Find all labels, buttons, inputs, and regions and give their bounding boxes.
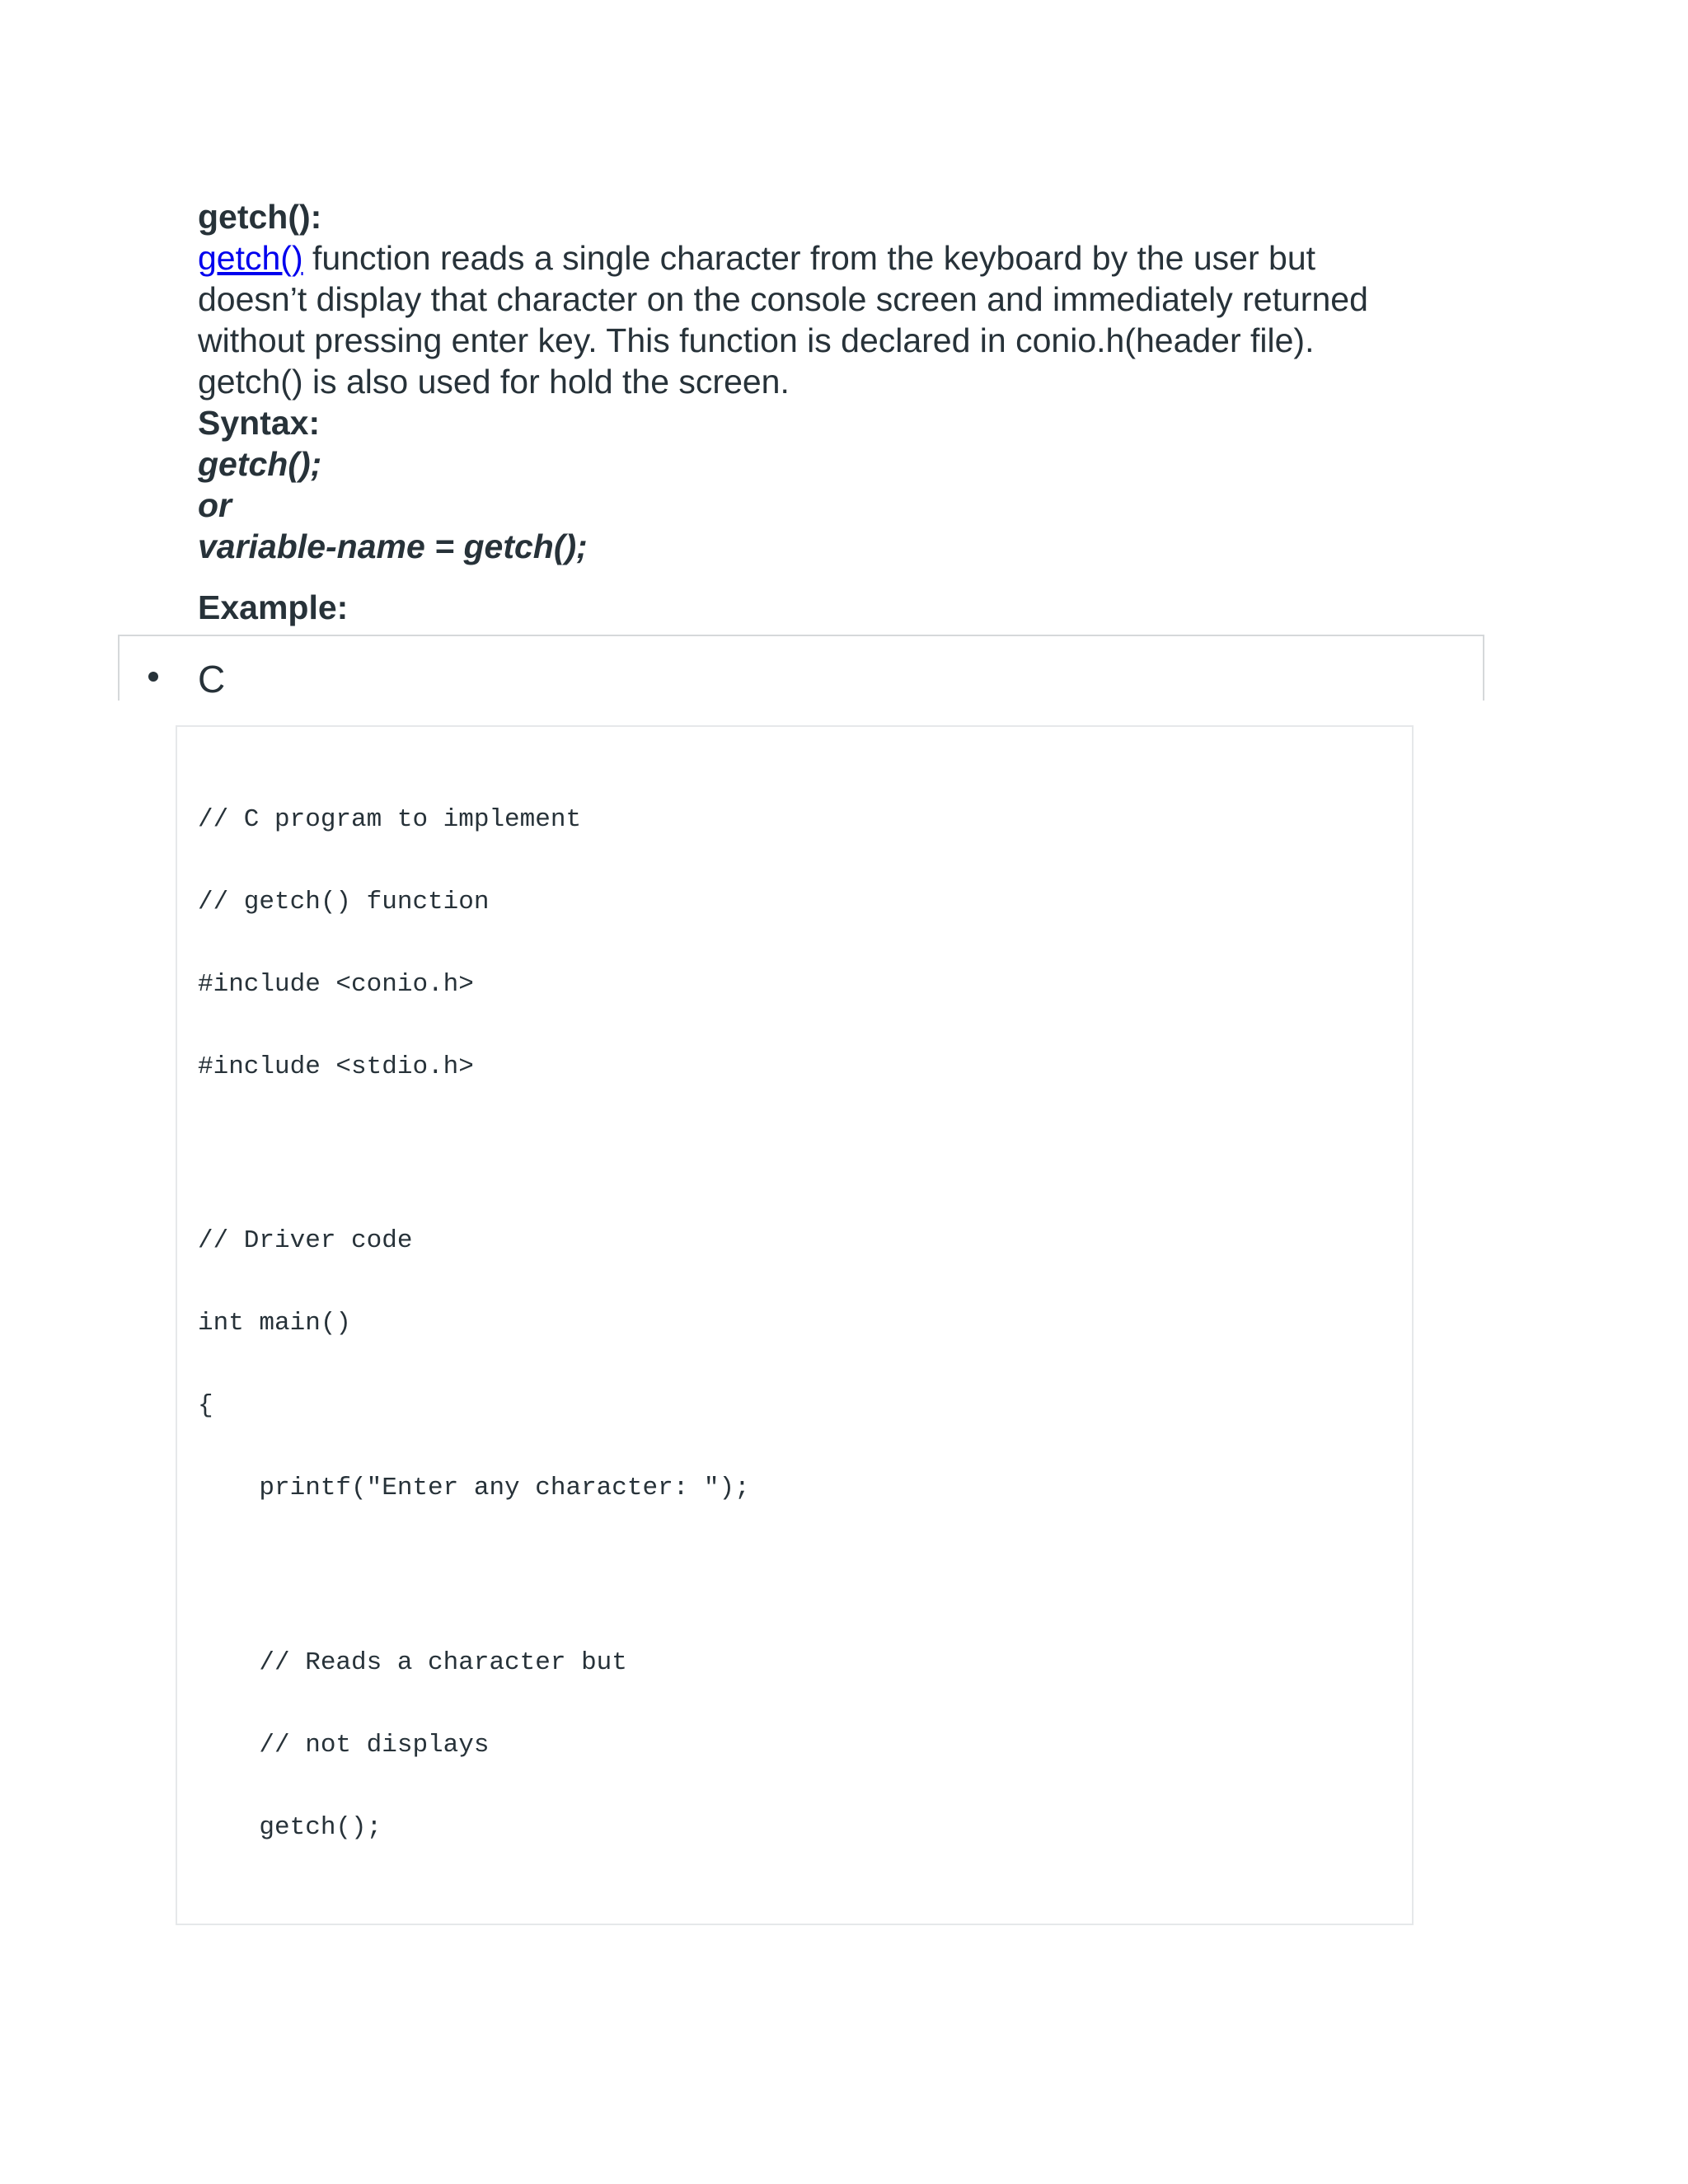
example-title: Example:	[198, 588, 349, 626]
syntax-line-1: getch();	[198, 445, 322, 483]
code-line: {	[198, 1391, 213, 1420]
code-line: // not displays	[198, 1731, 490, 1760]
code-line: // getch() function	[198, 888, 490, 916]
code-line: #include <conio.h>	[198, 970, 474, 999]
article-content	[198, 196, 1484, 567]
code-tab-bar	[118, 635, 1484, 701]
code-line: printf("Enter any character: ");	[198, 1474, 750, 1502]
code-line: // C program to implement	[198, 805, 582, 834]
paragraph-line-2: doesn’t display that character on the console screen and immediately returned	[198, 280, 1368, 318]
section-heading: getch():	[198, 198, 322, 236]
paragraph-line-1: function reads a single character from the keyboard by the user but	[302, 239, 1316, 277]
code-line: // Reads a character but	[198, 1648, 627, 1677]
code-line: getch();	[198, 1813, 382, 1842]
bullet-icon	[148, 672, 158, 682]
code-line: int main()	[198, 1309, 352, 1338]
syntax-title: Syntax:	[198, 404, 321, 442]
code-line: // Driver code	[198, 1226, 413, 1255]
paragraph-line-4: getch() is also used for hold the screen.	[198, 363, 790, 401]
syntax-line-2: or	[198, 486, 232, 524]
code-line: #include <stdio.h>	[198, 1052, 474, 1081]
description-paragraph	[198, 237, 1484, 402]
syntax-line-3: variable-name = getch();	[198, 527, 588, 565]
paragraph-line-3: without pressing enter key. This function is declared in conio.h(header file).	[198, 321, 1315, 359]
getch-link[interactable]: getch()	[198, 239, 303, 277]
tab-c[interactable]: C	[198, 658, 226, 701]
